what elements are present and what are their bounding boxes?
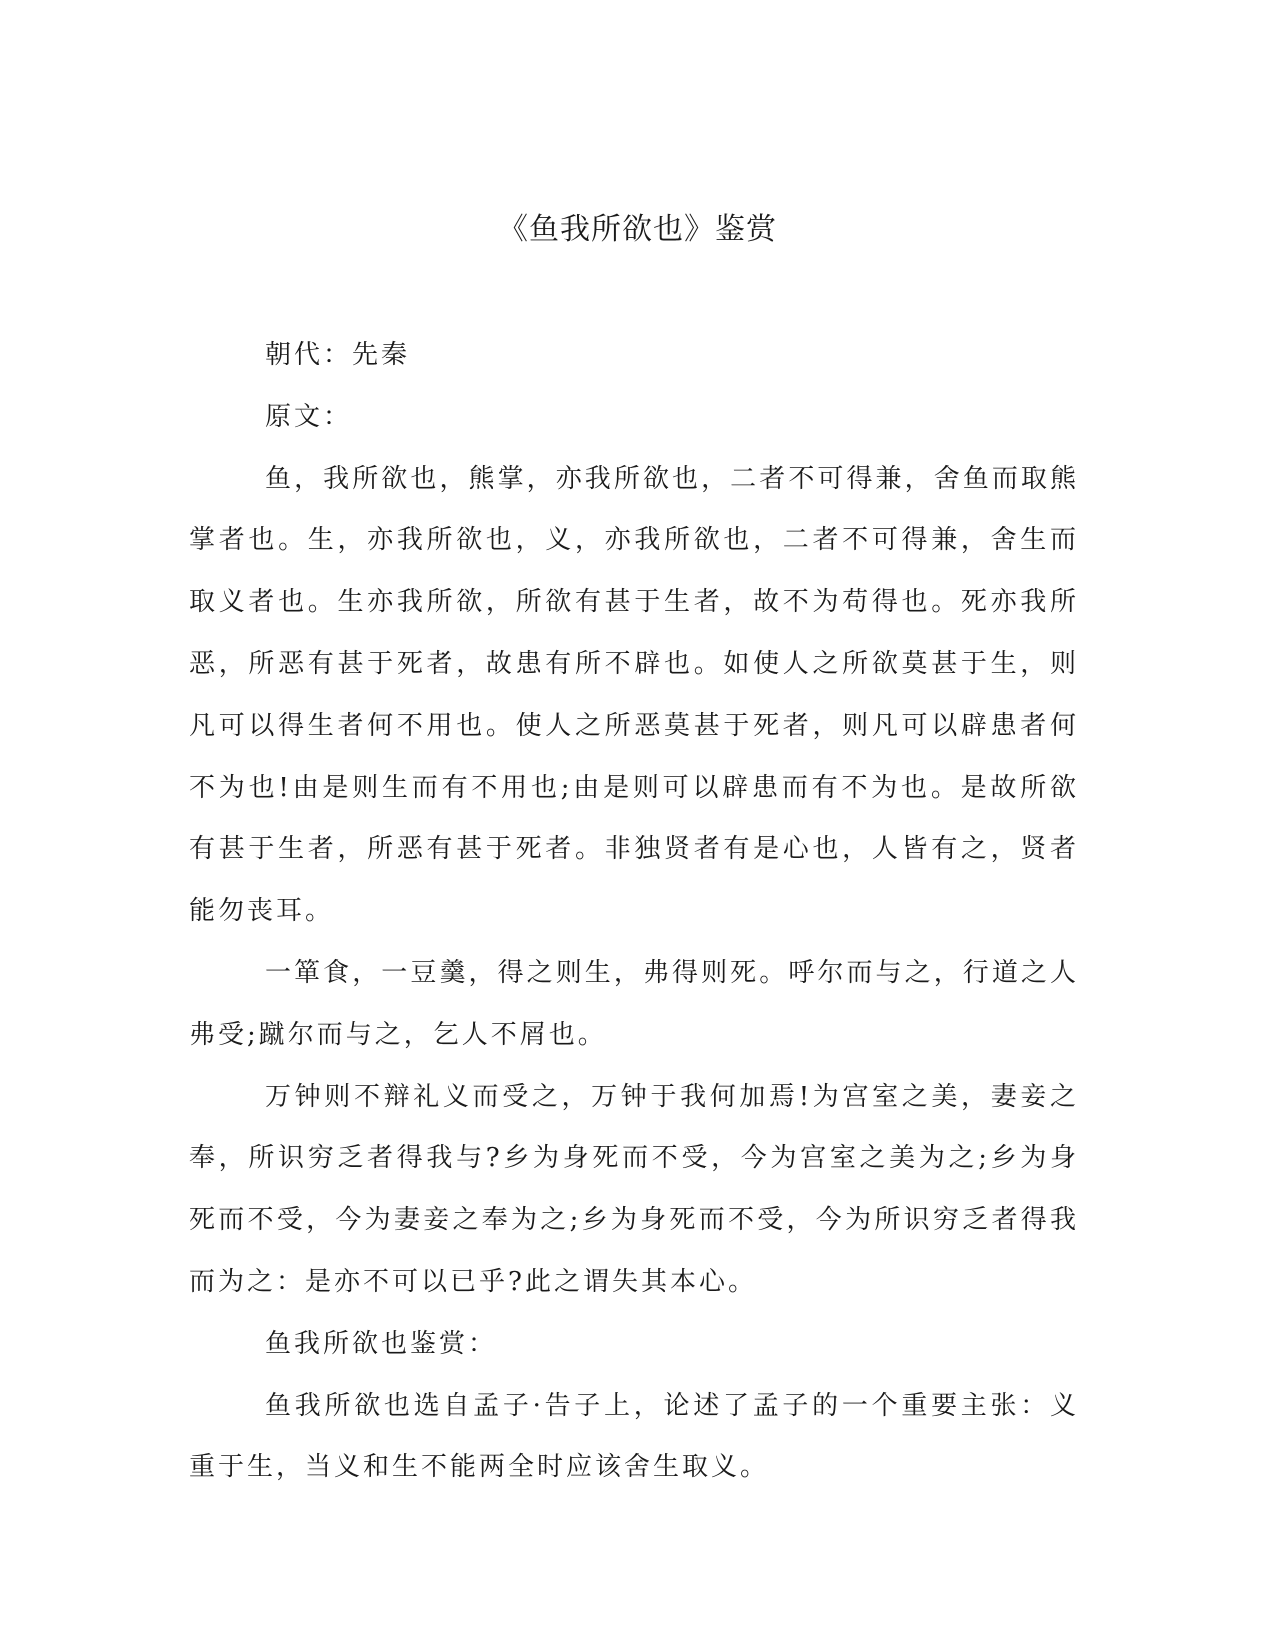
paragraph-original-1: 鱼，我所欲也，熊掌，亦我所欲也，二者不可得兼，舍鱼而取熊掌者也。生，亦我所欲也，义，亦我所欲也，二者不可得兼，舍生而取义者也。生亦我所欲，所欲有甚于生者，故不为苟得也。死亦我所恶，所恶有甚于死者，故患有所不辟也。如使人之所欲莫甚于生，则凡可以得生者何不用也。使人之所恶莫甚于死者，则凡可以辟患者何不为也!由是则生而有不用也;由是则可以辟患而有不为也。是故所欲有甚于生者，所恶有甚于死者。非独贤者有是心也，人皆有之，贤者能勿丧耳。: [189, 463, 1079, 927]
paragraph-appreciation-label: 鱼我所欲也鉴赏：: [265, 1328, 498, 1359]
paragraph-original-label: 原文：: [265, 401, 353, 432]
paragraph-original-2: 一箪食，一豆羹，得之则生，弗得则死。呼尔而与之，行道之人弗受;蹴尔而与之，乞人不屑也。: [189, 957, 1079, 1050]
paragraph-original-3: 万钟则不辩礼义而受之，万钟于我何加焉!为宫室之美，妻妾之奉，所识穷乏者得我与?乡为身死而不受，今为宫室之美为之;乡为身死而不受，今为妻妾之奉为之;乡为身死而不受，今为所识穷乏者得我而为之：是亦不可以已乎?此之谓失其本心。: [189, 1081, 1079, 1297]
paragraph-appreciation-1: 鱼我所欲也选自孟子·告子上，论述了孟子的一个重要主张：义重于生，当义和生不能两全时应该舍生取义。: [189, 1390, 1079, 1483]
document-body: [189, 325, 1079, 1499]
paragraph-dynasty: 朝代：先秦: [265, 340, 411, 370]
document-title: 《鱼我所欲也》鉴赏: [498, 212, 777, 247]
